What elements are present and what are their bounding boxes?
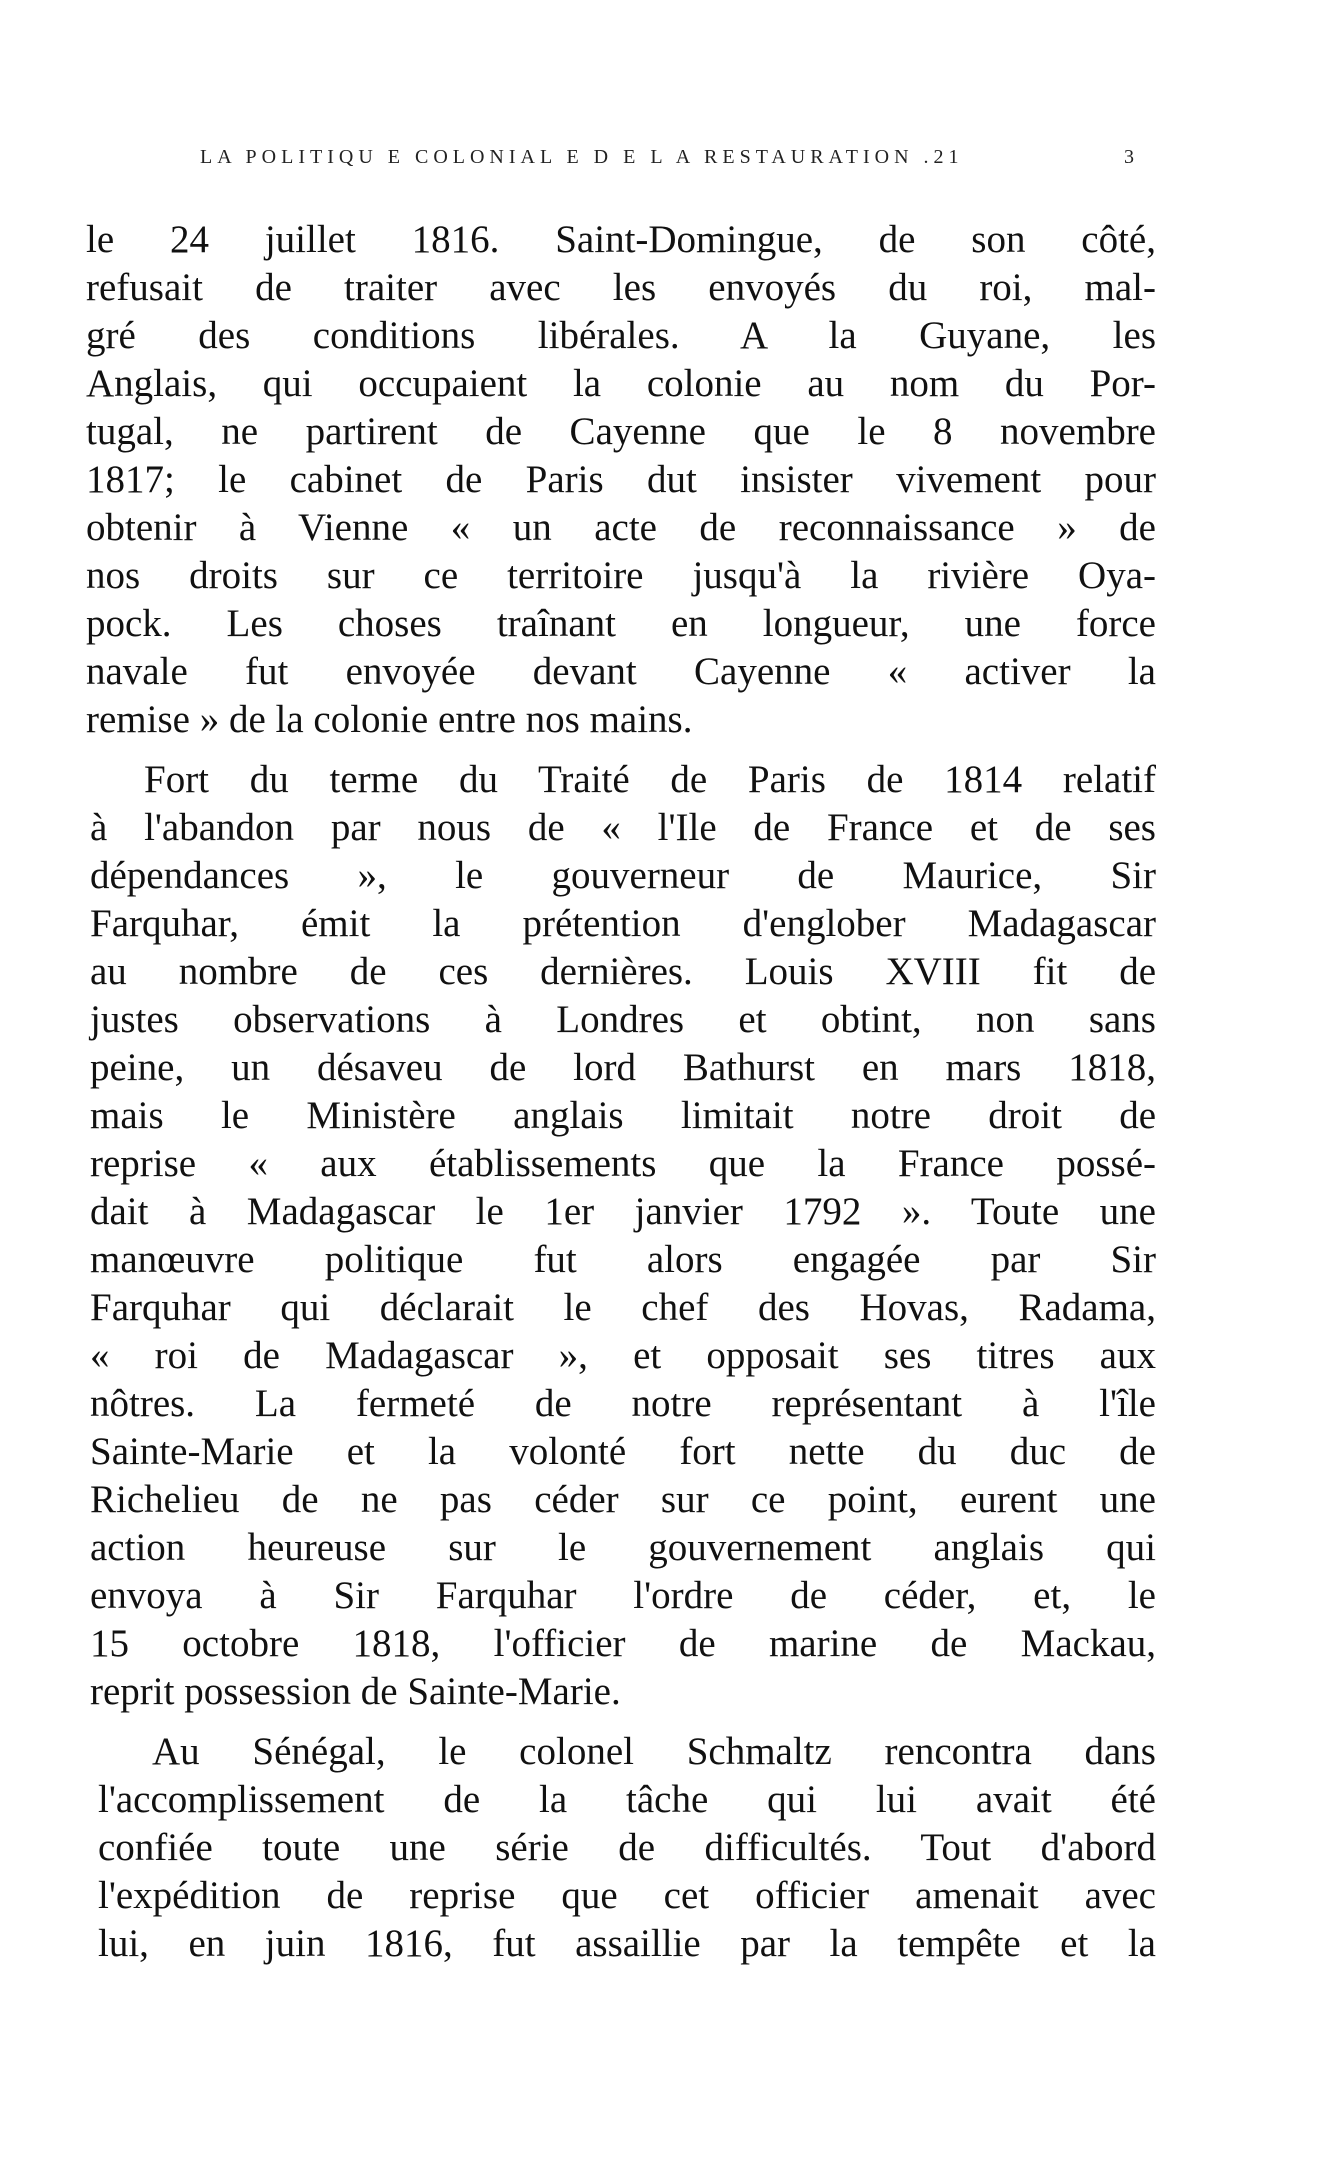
body-text	[86, 216, 1156, 1980]
text-line: action heureuse sur le gouvernement anglais qui	[90, 1526, 1156, 1569]
text-line: Farquhar qui déclarait le chef des Hovas, Radama,	[90, 1286, 1156, 1329]
text-line: envoya à Sir Farquhar l'ordre de céder, et, le	[90, 1574, 1156, 1617]
text-line: 1817; le cabinet de Paris dut insister vivement pour	[86, 458, 1156, 501]
text-line: confiée toute une série de difficultés. Tout d'abord	[98, 1826, 1156, 1869]
text-line: l'expédition de reprise que cet officier amenait avec	[98, 1874, 1156, 1917]
text-line: Sainte-Marie et la volonté fort nette du duc de	[90, 1430, 1156, 1473]
text-line: 15 octobre 1818, l'officier de marine de Mackau,	[90, 1622, 1156, 1665]
text-line: gré des conditions libérales. A la Guyane, les	[86, 314, 1156, 357]
text-line: Anglais, qui occupaient la colonie au nom du Por-	[86, 362, 1156, 405]
text-line: l'accomplissement de la tâche qui lui avait été	[98, 1778, 1156, 1821]
text-line: navale fut envoyée devant Cayenne « activer la	[86, 650, 1156, 693]
text-line: manœuvre politique fut alors engagée par Sir	[90, 1238, 1156, 1281]
text-line: pock. Les choses traînant en longueur, une force	[86, 602, 1156, 645]
text-line: obtenir à Vienne « un acte de reconnaissance » de	[86, 506, 1156, 549]
running-head: LA POLITIQU E COLONIAL E D E L A RESTAURATION .21	[200, 146, 964, 168]
text-line: au nombre de ces dernières. Louis XVIII fit de	[90, 950, 1156, 993]
text-line: à l'abandon par nous de « l'Ile de France et de ses	[90, 806, 1156, 849]
text-line: Fort du terme du Traité de Paris de 1814 relatif	[144, 758, 1156, 801]
text-line: mais le Ministère anglais limitait notre droit de	[90, 1094, 1156, 1137]
text-line: reprise « aux établissements que la France possé-	[90, 1142, 1156, 1185]
text-line: nôtres. La fermeté de notre représentant à l'île	[90, 1382, 1156, 1425]
text-line: refusait de traiter avec les envoyés du roi, mal-	[86, 266, 1156, 309]
paragraph-1	[86, 216, 1156, 744]
text-line: lui, en juin 1816, fut assaillie par la tempête et la	[98, 1922, 1156, 1965]
text-line: remise » de la colonie entre nos mains.	[86, 698, 693, 741]
text-line: dait à Madagascar le 1er janvier 1792 ». Toute une	[90, 1190, 1156, 1233]
text-line: Richelieu de ne pas céder sur ce point, eurent une	[90, 1478, 1156, 1521]
text-line: Farquhar, émit la prétention d'englober Madagascar	[90, 902, 1156, 945]
text-line: dépendances », le gouverneur de Maurice, Sir	[90, 854, 1156, 897]
text-line: le 24 juillet 1816. Saint-Domingue, de son côté,	[86, 218, 1156, 261]
text-line: Au Sénégal, le colonel Schmaltz rencontra dans	[152, 1730, 1156, 1773]
paragraph-3	[86, 1728, 1156, 1968]
text-line: « roi de Madagascar », et opposait ses titres aux	[90, 1334, 1156, 1377]
text-line: justes observations à Londres et obtint, non sans	[90, 998, 1156, 1041]
page-number: 3	[1124, 146, 1134, 168]
text-line: peine, un désaveu de lord Bathurst en mars 1818,	[90, 1046, 1156, 1089]
paragraph-2	[86, 756, 1156, 1716]
text-line: reprit possession de Sainte-Marie.	[90, 1670, 621, 1713]
text-line: nos droits sur ce territoire jusqu'à la rivière Oya-	[86, 554, 1156, 597]
text-line: tugal, ne partirent de Cayenne que le 8 novembre	[86, 410, 1156, 453]
